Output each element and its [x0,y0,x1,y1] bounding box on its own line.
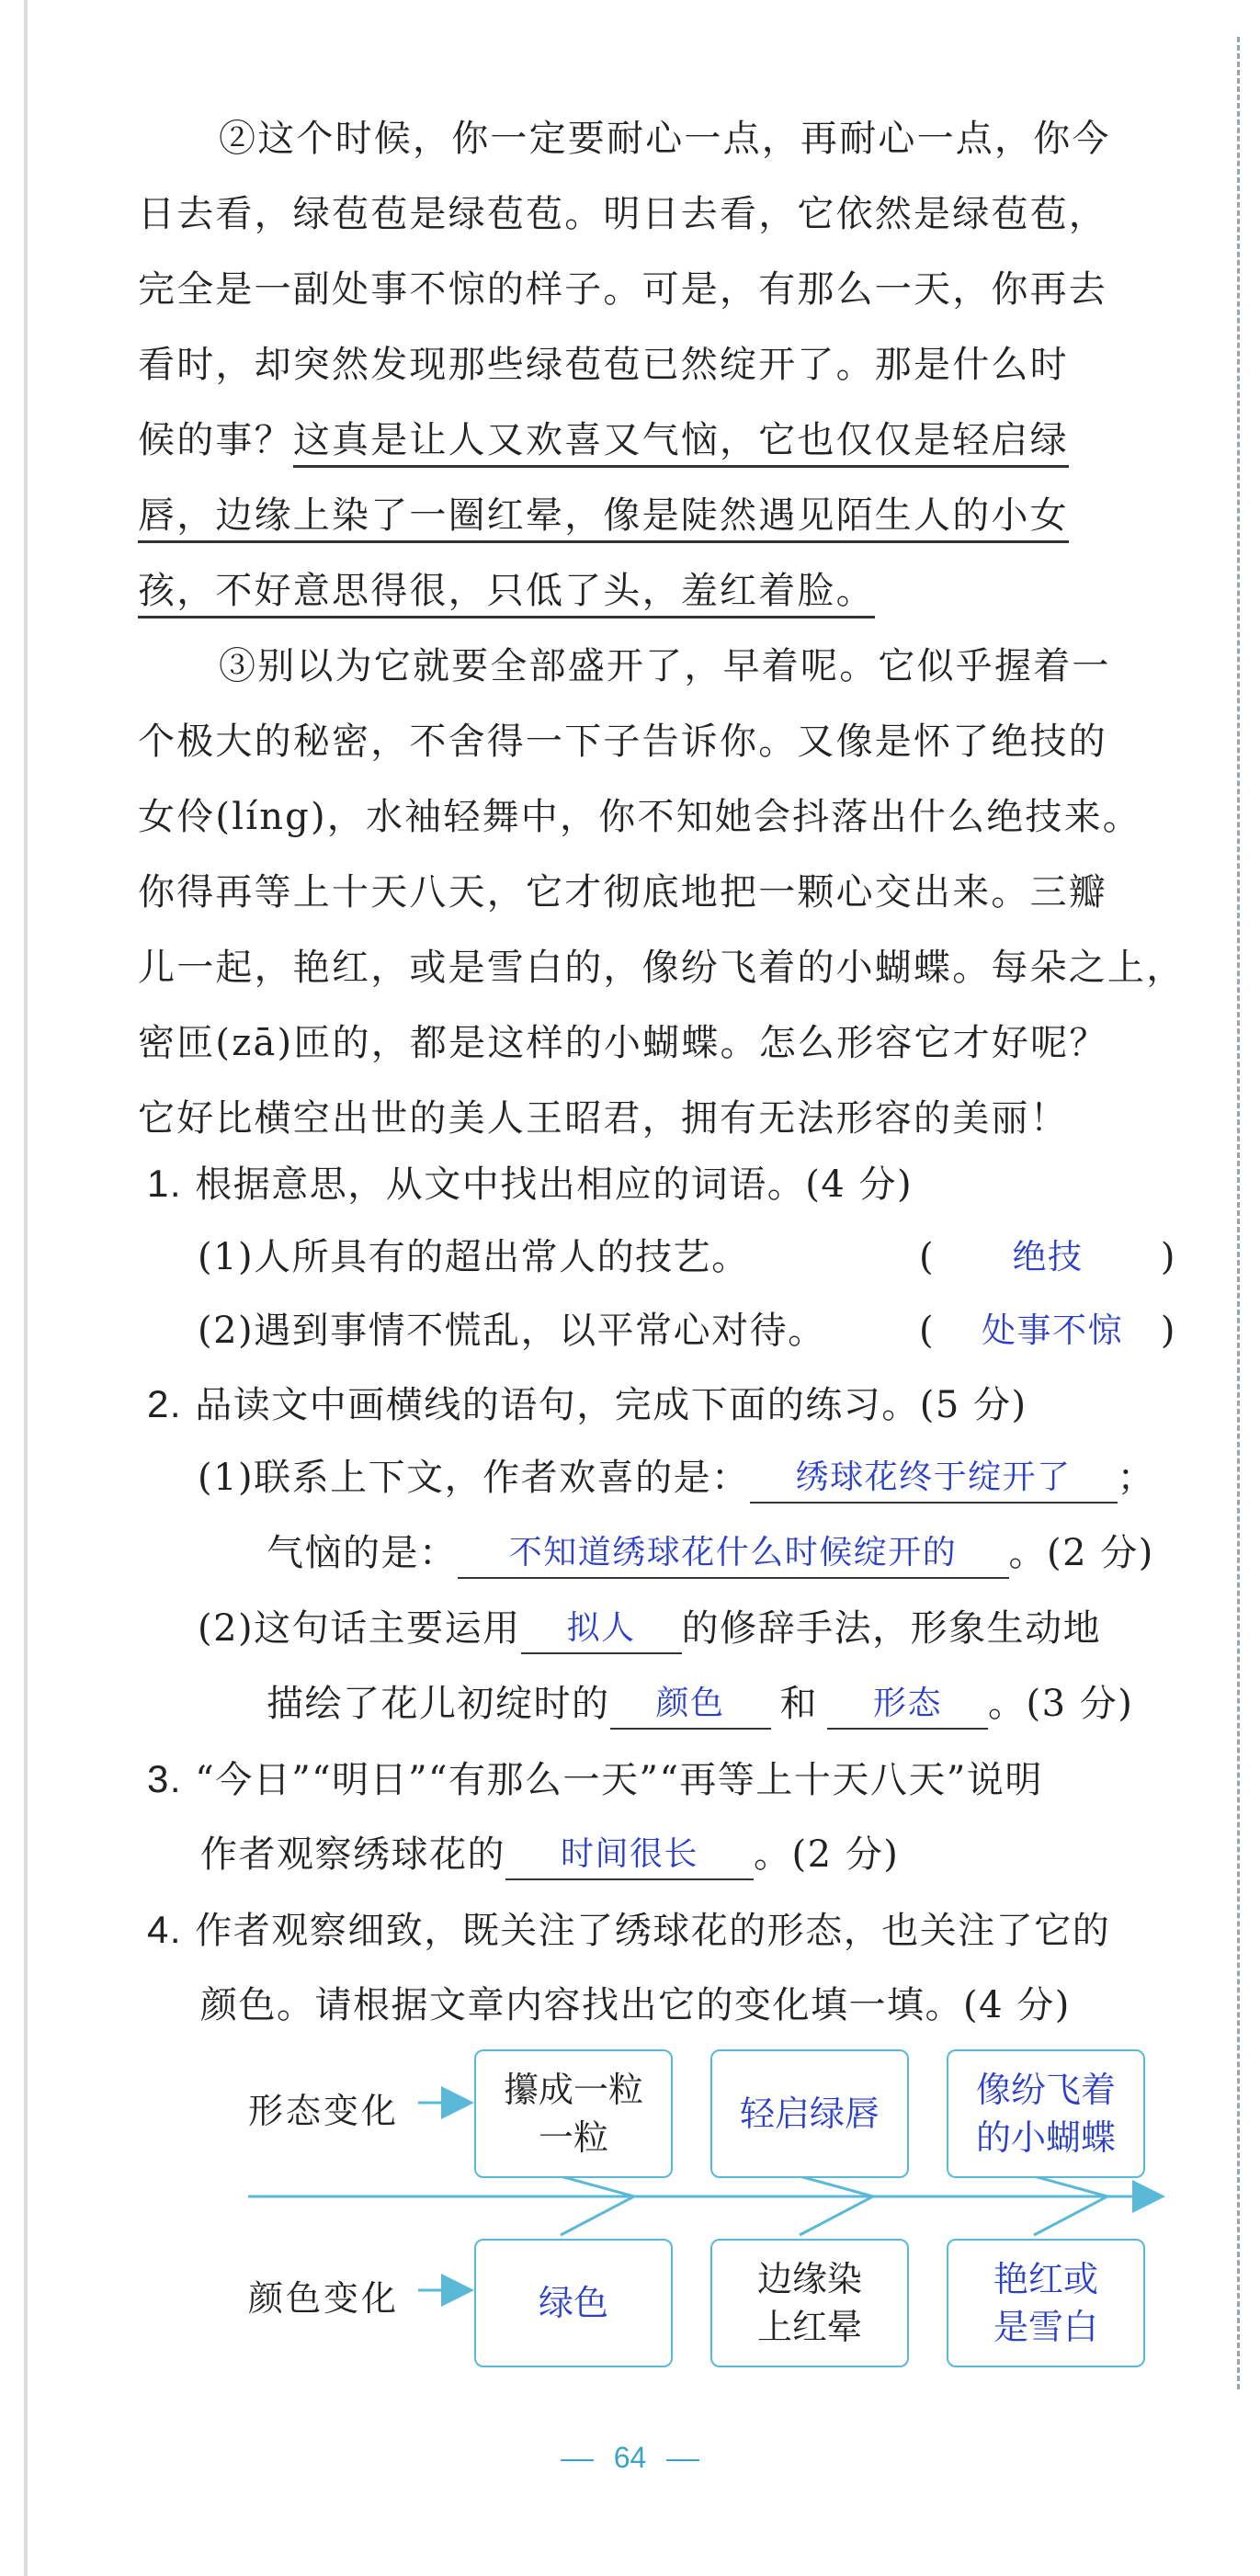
text-line: 儿一起，艳红，或是雪白的，像纷飞着的小蝴蝶。每朵之上， [138,947,1186,989]
passage-paragraph-3 [138,629,1186,1156]
text-line [138,403,1186,478]
question-number: 1. [147,1162,183,1205]
question-number: 3. [147,1757,183,1800]
question-text: “今日”“明日”“有那么一天”“再等上十天八天”说明 [195,1759,1043,1801]
paren-left: ( [919,1310,936,1352]
sub-question-text: (2)这句话主要运用 [198,1607,521,1650]
passage-paragraph-2 [138,101,1186,629]
text-line [138,553,1186,629]
question-1-item-1 [198,1231,750,1283]
color-box-1 [474,2239,673,2367]
answer-blank: 形态 [827,1680,988,1730]
connector-chevron-1 [561,2176,634,2235]
box-text: 艳红或 [993,2259,1098,2299]
box-text: 一粒 [538,2117,608,2158]
answer-blank: 不知道绣球花什么时候绽开的 [458,1529,1009,1579]
box-text: 攥成一粒 [503,2070,643,2110]
answer-blank: 拟人 [521,1605,682,1654]
question-text: 品读文中画横线的语句，完成下面的练习。(5 分) [195,1384,1027,1426]
question-2-sub-2b [267,1678,1133,1730]
box-text: 边缘染 [756,2259,862,2299]
conjunction: 和 [779,1683,818,1725]
binding-dashed-line [1237,37,1240,2389]
box-text: 是雪白 [993,2307,1098,2347]
paren-left: ( [919,1236,936,1278]
question-text: 颜色。请根据文章内容找出它的变化填一填。(4 分) [200,1984,1071,2026]
item-text: (1)人所具有的超出常人的技艺。 [198,1236,750,1278]
question-2-stem [147,1379,1027,1431]
box-text: 轻启绿唇 [739,2094,880,2134]
answer-text: 绝技 [1012,1237,1084,1277]
text-line [138,478,1186,553]
sub-question-text: 描绘了花儿初绽时的 [267,1683,610,1725]
page-number-text: 64 [613,2441,647,2474]
page-number [0,2441,1260,2475]
text-line: 密匝(zā)匝的，都是这样的小蝴蝶。怎么形容它才好呢？ [138,1022,1108,1064]
question-2-sub-1b [267,1527,1154,1579]
connector-chevron-3 [1034,2176,1107,2235]
text-line: 看时，却突然发现那些绿苞苞已然绽开了。那是什么时 [138,344,1069,386]
question-4-line-2 [200,1980,1071,2031]
question-1-answer-2 [919,1305,1176,1356]
question-1-item-2 [198,1305,826,1356]
punctuation: ； [1117,1457,1156,1499]
text-line: 女伶(líng)，水袖轻舞中，你不知她会抖落出什么绝技来。 [138,796,1141,838]
question-4-line-1 [147,1904,1110,1957]
answer-blank: 颜色 [610,1680,771,1730]
color-box-3 [947,2239,1145,2367]
underlined-sentence: 这真是让人又欢喜又气恼，它也仅仅是轻启绿 [293,419,1069,468]
color-box-2 [710,2239,909,2367]
box-text: 绿色 [538,2283,608,2323]
page-number-dash-right [666,2459,699,2461]
answer-blank: 时间很长 [505,1831,754,1880]
text-line: 它好比横空出世的美人王昭君，拥有无法形容的美丽！ [138,1097,1069,1140]
question-1-stem [147,1158,913,1210]
sub-question-text: 气恼的是： [267,1532,458,1574]
question-number: 4. [147,1908,183,1951]
paren-right: ) [1160,1310,1176,1352]
text-line: ③别以为它就要全部盛开了，早着呢。它似乎握着一 [219,645,1111,687]
underlined-sentence: 唇，边缘上染了一圈红晕，像是陡然遇见陌生人的小女 [138,494,1069,543]
item-text: (2)遇到事情不慌乱，以平常心对待。 [198,1310,826,1352]
change-diagram [0,2049,1260,2435]
question-text: 作者观察绣球花的 [200,1833,505,1876]
question-1-answer-1 [919,1231,1176,1283]
score-note: 。(2 分) [754,1833,900,1876]
page-number-dash-left [561,2459,594,2461]
answer-text: 处事不惊 [982,1311,1123,1350]
score-note: 。(2 分) [1008,1532,1154,1574]
question-text: 作者观察细致，既关注了绣球花的形态，也关注了它的 [195,1910,1111,1952]
sub-question-text: 的修辞手法，形象生动地 [681,1607,1102,1650]
answer-blank: 绣球花终于绽开了 [750,1454,1118,1504]
text-line: ②这个时候，你一定要耐心一点，再耐心一点，你今 [219,118,1111,160]
question-2-sub-2 [198,1603,1101,1654]
question-text: 根据意思，从文中找出相应的词语。(4 分) [195,1163,914,1206]
score-note: 。(3 分) [988,1683,1134,1725]
text-line: 你得再等上十天八天，它才彻底地把一颗心交出来。三瓣 [138,871,1107,914]
question-3-line-2 [200,1829,899,1880]
question-2-sub-1 [198,1452,1155,1504]
row-label-color-change: 颜色变化 [248,2278,400,2319]
box-text: 像纷飞着 [975,2070,1116,2110]
row-label-shape-change: 形态变化 [248,2091,400,2131]
text-line: 完全是一副处事不惊的样子。可是，有那么一天，你再去 [138,268,1107,311]
sub-question-text: (1)联系上下文，作者欢喜的是： [198,1457,750,1499]
box-text: 上红晕 [756,2307,862,2347]
connector-chevron-2 [800,2176,873,2235]
shape-box-2 [710,2049,909,2178]
text-line: 个极大的秘密，不舍得一下子告诉你。又像是怀了绝技的 [138,721,1107,763]
text-plain: 候的事？ [138,419,293,461]
question-3-line-1 [147,1753,1043,1806]
paren-right: ) [1160,1236,1176,1278]
question-number: 2. [147,1382,183,1425]
shape-box-1 [474,2049,673,2178]
text-line: 日去看，绿苞苞是绿苞苞。明日去看，它依然是绿苞苞， [138,193,1107,235]
shape-box-3 [947,2049,1145,2178]
box-text: 的小蝴蝶 [975,2117,1116,2158]
underlined-sentence: 孩，不好意思得很，只低了头，羞红着脸。 [138,570,875,618]
